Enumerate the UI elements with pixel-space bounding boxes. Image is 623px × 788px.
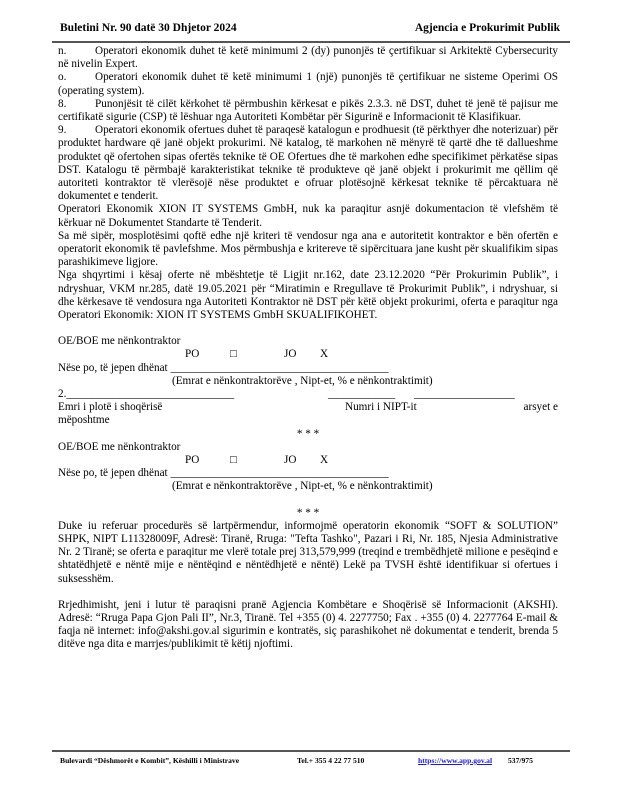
- row-2-labels: Emri i plotë i shoqërisë Numri i NIPT-it arsyet e: [58, 401, 558, 414]
- bulletin-title: Buletini Nr. 90 datë 30 Dhjetor 2024: [60, 22, 237, 34]
- header-rule: [52, 41, 570, 43]
- requirement-8: 8. Punonjësit të cilët kërkohet të përmbushin kërkesat e pikës 2.3.3. në DST, duhet të jenë të pajisur me certifikatë sigurie (CSP) të lëshuar nga Autoriteti Kombëtar për Sigurinë e Informacionit të Klasifikuar.: [58, 97, 558, 124]
- jo-label: JO: [284, 348, 297, 361]
- requirement-o: o. Operatori ekonomik duhet të ketë minimumi 1 (një) punonjës të çertifikuar ne sisteme Operimi OS (operating system).: [58, 71, 558, 97]
- po-label: PO: [185, 454, 200, 467]
- jo-mark-icon: X: [320, 348, 329, 361]
- row-2-lines: 2.______________________________ ____________ __________________: [58, 388, 515, 401]
- po-checkbox-icon: □: [230, 454, 237, 467]
- po-jo-row-1: [58, 348, 558, 361]
- page-number: 537/975: [508, 756, 533, 765]
- xion-paragraph: Operatori Ekonomik XION IT SYSTEMS GmbH, nuk ka paraqitur asnjë dokumentacion të vlefshëm të kërkuar në Dokumentet Standarte të Tenderit.: [58, 203, 558, 229]
- requirement-n: n. Operatori ekonomik duhet të ketë minimumi 2 (dy) punonjës të çertifikuar si Arkitektë Cybersecurity në nivelin Expert.: [58, 45, 558, 71]
- details-row-2: Nëse po, të jepen dhënat _______________________________________: [58, 467, 389, 480]
- subcontractor-label-1: OE/BOE me nënkontraktor: [58, 335, 181, 348]
- jo-mark-icon: X: [320, 454, 329, 467]
- po-jo-row-2: [58, 454, 558, 467]
- details-row-1: Nëse po, të jepen dhënat _______________________________________: [58, 361, 389, 374]
- footer-address: Bulevardi “Dëshmorët e Kombit”, Këshilli i Ministrave: [60, 756, 240, 765]
- jo-label: JO: [284, 454, 297, 467]
- requirement-9: 9. Operatori ekonomik ofertues duhet të paraqesë katalogun e prodhuesit (të përkthyer dhe noterizuar) për produktet hardware që janë objekt prokurimi. Në katalog, të markohen në mënyrë të qartë dhe të dallueshme produktet që ofertohen sipas ofertës teknike të OE Ofertues dhe të markohen edhe specifikimet përkatëse sipas DST. Katalogu të përmbajë karakteristikat teknike të produkteve që janë objekt i prokurimit me qëllim që autoriteti kontraktor të vlerësojë nëse produktet e ofruar plotësojnë kërkesat teknike të përcaktuara në dokumentet e tenderit.: [58, 124, 558, 203]
- document-body: [58, 45, 558, 652]
- footer-url-link[interactable]: https://www.app.gov.al: [418, 756, 493, 765]
- po-label: PO: [185, 348, 200, 361]
- separator-stars-2: * * *: [296, 506, 320, 519]
- subcontractor-label-2: OE/BOE me nënkontraktor: [58, 440, 181, 453]
- footer-rule: [52, 750, 570, 752]
- request-paragraph: Rrjedhimisht, jeni i lutur të paraqisni pranë Agjencia Kombëtare e Shoqërisë së Informacionit (AKSHI). Adresë: “Rruga Papa Gjon Pali II”, Nr.3, Tiranë. Tel +355 (0) 4. 2277750; Fax . +355 (0) 4. 2277764 E-mail & faqja në internet: info@akshi.gov.al sigurimin e kontratës, siç parashikohet në dokumentat e tenderit, brenda 5 ditëve nga dita e marrjes/publikimit të këtij njoftimi.: [58, 598, 558, 651]
- criteria-paragraph: Sa më sipër, mosplotësimi qoftë edhe një kriteri të vendosur nga ana e autoritetit kontraktor e bën ofertën e operatorit ekonomik të pavlefshme. Mos përmbushja e kritereve të sipërcituara jane kusht për skualifikim sipas parashikimeve ligjore.: [58, 229, 558, 269]
- separator-stars: * * *: [296, 427, 320, 440]
- details-caption-1: (Emrat e nënkontraktorëve , Nipt-et, % e nënkontraktimit): [172, 374, 433, 387]
- row-2-label-cont: mëposhtme: [58, 414, 110, 427]
- footer-tel: Tel.+ 355 4 22 77 510: [297, 756, 365, 765]
- page-footer: [60, 754, 560, 768]
- winner-paragraph: Duke iu referuar procedurës së lartpërmendur, informojmë operatorin ekonomik “SOFT & SOLUTION” SHPK, NIPT L11328009F, Adresë: Tiranë, Rruga: "Tefta Tashko", Pazari i Ri, Nr. 185, Njesia Administrative Nr. 2 Tiranë; se oferta e paraqitur me vlerë totale prej 313,579,999 (treqind e trembëdhjetë milione e pesëqind e shtatëdhjetë e nëntë mije e nëntëqind e nëntëdhjetë e nëntë) Lekë pa TVSH është identifikuar si ofertues i suksesshëm.: [58, 519, 558, 585]
- agency-name: Agjencia e Prokurimit Publik: [414, 22, 560, 34]
- details-caption-2: (Emrat e nënkontraktorëve , Nipt-et, % e nënkontraktimit): [172, 480, 433, 493]
- page-header: [58, 18, 562, 36]
- po-checkbox-icon: □: [230, 348, 237, 361]
- disqualification-paragraph: Nga shqyrtimi i kësaj oferte në mbështetje të Ligjit nr.162, date 23.12.2020 “Për Prokurimin Publik”, i ndryshuar, VKM nr.285, datë 19.05.2021 për “Miratimin e Rregullave të Prokurimit Publik”, i ndryshuar, si dhe kërkesave të vendosura nga Autoriteti Kontraktor në DST për këtë objekt prokurimi, oferta e paraqitur nga Operatori Ekonomik: XION IT SYSTEMS GmbH SKUALIFIKOHET.: [58, 269, 558, 322]
